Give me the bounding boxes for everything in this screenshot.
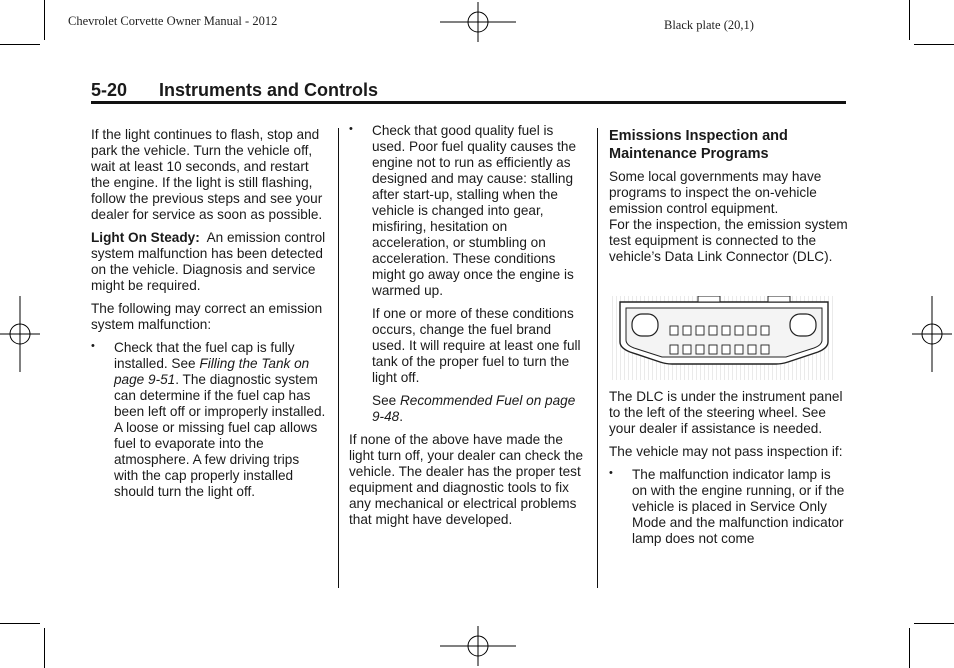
list-text: Check that good quality fuel is used. Poor fuel quality causes the engine not to run as efficiently as designed and may cause: stalling after start-up, stalling when the vehicle is changed into gear, misfiring, hesitation on acceleration, or stumbling on acceleration. These conditions might go away once the engine is warmed up. (372, 123, 577, 298)
crop-mark (914, 44, 954, 45)
registration-mark-bottom (440, 626, 516, 666)
bullet: • (609, 467, 613, 479)
crop-mark (914, 623, 954, 624)
column-3-lower (609, 389, 849, 547)
paragraph: Some local governments may have programs to inspect the on-vehicle emission control equipment. (609, 169, 822, 216)
crop-mark (0, 44, 40, 45)
paragraph: The DLC is under the instrument panel to the left of the steering wheel. See your dealer if assistance is needed. (609, 389, 843, 436)
list-item (91, 340, 327, 500)
column-1 (91, 127, 327, 500)
paragraph: For the inspection, the emission system test equipment is connected to the vehicle’s Data Link Connector (DLC). (609, 217, 848, 264)
paragraph (91, 230, 327, 294)
list-item (609, 467, 849, 547)
header-right: Black plate (20,1) (664, 18, 754, 32)
bullet: • (91, 340, 95, 352)
paragraph: If one or more of these conditions occurs, change the fuel brand used. It will require at least one full tank of the proper fuel to turn the light off. (372, 306, 581, 385)
list-text: . The diagnostic system can determine if the fuel cap has been left off or improperly installed. A loose or missing fuel cap allows fuel to evaporate into the atmosphere. A few driving trips with the cap properly installed should turn the light off. (114, 372, 326, 499)
paragraph (349, 393, 585, 425)
crop-mark (44, 0, 45, 40)
section-title: Instruments and Controls (159, 80, 379, 100)
column-3 (609, 127, 849, 265)
paragraph: The vehicle may not pass inspection if: (609, 444, 843, 459)
section-heading: Emissions Inspection and Maintenance Programs (609, 128, 788, 162)
crop-mark (909, 628, 910, 668)
paragraph-text: An emission control system malfunction has been detected on the vehicle. Diagnosis and service might be required. (91, 230, 326, 293)
list-item (349, 123, 585, 299)
header-left: Chevrolet Corvette Owner Manual - 2012 (68, 14, 278, 28)
bullet: • (349, 123, 353, 135)
column-divider (338, 128, 339, 588)
cross-reference-link[interactable]: Filling the Tank on page 9-51 (114, 356, 310, 387)
list-text: The malfunction indicator lamp is on with the engine running, or if the vehicle is placed in Service Only Mode and the malfunction indicator lamp does not come (632, 467, 845, 546)
cross-reference-link[interactable]: Recommended Fuel on page 9-48 (372, 393, 576, 424)
paragraph-text: . (399, 409, 403, 424)
label-light-on-steady: Light On Steady: (91, 230, 200, 245)
paragraph: The following may correct an emission system malfunction: (91, 301, 323, 332)
page-title (91, 80, 846, 101)
paragraph-text: See (372, 393, 397, 408)
crop-mark (909, 0, 910, 40)
dlc-connector-illustration (612, 296, 836, 380)
crop-mark (0, 623, 40, 624)
registration-mark-right (912, 296, 952, 372)
crop-mark (44, 628, 45, 668)
column-2 (349, 123, 585, 535)
paragraph: If none of the above have made the light turn off, your dealer can check the vehicle. The dealer has the proper test equipment and diagnostic tools to fix any mechanical or electrical problems that might have developed. (349, 432, 584, 527)
page-number: 5-20 (91, 80, 128, 100)
title-rule (91, 101, 846, 104)
registration-mark-top (440, 2, 516, 42)
paragraph: If the light continues to flash, stop and park the vehicle. Turn the vehicle off, wait at least 10 seconds, and restart the engine. If the light is still flashing, follow the previous steps and see your dealer for service as soon as possible. (91, 127, 323, 222)
registration-mark-left (0, 296, 40, 372)
column-divider (597, 128, 598, 588)
list-text: Check that the fuel cap is fully installed. See (114, 340, 295, 371)
